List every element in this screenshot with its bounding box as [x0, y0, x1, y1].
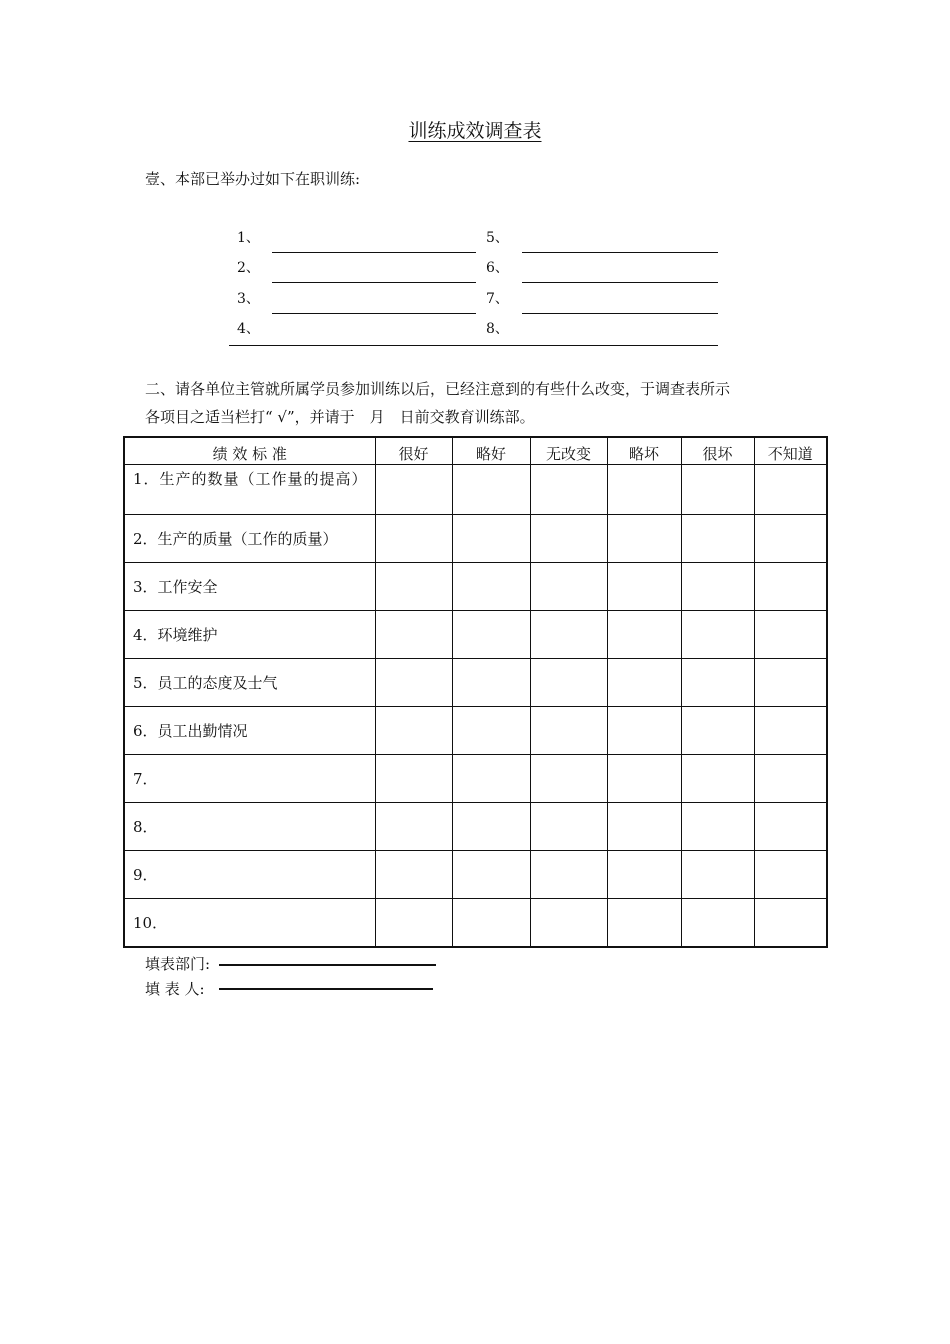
- rating-cell[interactable]: [530, 515, 607, 563]
- rating-cell[interactable]: [452, 899, 530, 948]
- row-criteria-label: 2．生产的质量（工作的质量）: [124, 515, 375, 563]
- table-row: [124, 563, 827, 611]
- row-criteria-label: 4．环境维护: [124, 611, 375, 659]
- row-criteria-label: 6．员工出勤情况: [124, 707, 375, 755]
- rating-cell[interactable]: [754, 707, 827, 755]
- rating-cell[interactable]: [681, 563, 754, 611]
- item-number-8: 8、: [486, 321, 509, 337]
- item-number-2: 2、: [237, 260, 260, 276]
- rating-cell[interactable]: [375, 707, 452, 755]
- table-row: [124, 465, 827, 515]
- row-criteria-label: 8．: [124, 803, 375, 851]
- rating-cell[interactable]: [607, 659, 681, 707]
- rating-cell[interactable]: [375, 659, 452, 707]
- rating-cell[interactable]: [681, 707, 754, 755]
- page-title: 训练成效调查表: [408, 120, 542, 142]
- rating-cell[interactable]: [452, 803, 530, 851]
- rating-cell[interactable]: [681, 659, 754, 707]
- row-criteria-label: 7．: [124, 755, 375, 803]
- rating-cell[interactable]: [754, 755, 827, 803]
- header-very-good: 很好: [375, 437, 452, 465]
- rating-cell[interactable]: [530, 803, 607, 851]
- section2-line1: 二、请各单位主管就所属学员参加训练以后，已经注意到的有些什么改变，于调查表所示: [145, 380, 731, 398]
- item-number-3: 3、: [237, 291, 260, 307]
- rating-cell[interactable]: [681, 465, 754, 515]
- rating-cell[interactable]: [754, 611, 827, 659]
- table-row: [124, 851, 827, 899]
- row-criteria-label: 3．工作安全: [124, 563, 375, 611]
- survey-table: [123, 436, 828, 948]
- header-no-change: 无改变: [530, 437, 607, 465]
- item-blank-2[interactable]: [272, 282, 476, 283]
- rating-cell[interactable]: [754, 465, 827, 515]
- rating-cell[interactable]: [375, 515, 452, 563]
- table-row: [124, 899, 827, 948]
- rating-cell[interactable]: [375, 851, 452, 899]
- rating-cell[interactable]: [530, 755, 607, 803]
- item-number-7: 7、: [486, 291, 509, 307]
- rating-cell[interactable]: [452, 707, 530, 755]
- section2-line2: 各项目之适当栏打“ √”，并请于 月 日前交教育训练部。: [145, 408, 535, 426]
- row-criteria-label: 9．: [124, 851, 375, 899]
- rating-cell[interactable]: [530, 563, 607, 611]
- item-number-5: 5、: [486, 230, 509, 246]
- header-criteria: 绩 效 标 准: [124, 437, 375, 465]
- header-unknown: 不知道: [754, 437, 827, 465]
- rating-cell[interactable]: [452, 465, 530, 515]
- row-criteria-label: 10．: [124, 899, 375, 948]
- rating-cell[interactable]: [375, 803, 452, 851]
- rating-cell[interactable]: [452, 611, 530, 659]
- rating-cell[interactable]: [754, 659, 827, 707]
- item-number-6: 6、: [486, 260, 509, 276]
- rating-cell[interactable]: [530, 851, 607, 899]
- dept-field[interactable]: [219, 964, 436, 966]
- item-blank-3[interactable]: [272, 313, 476, 314]
- rating-cell[interactable]: [754, 515, 827, 563]
- rating-cell[interactable]: [375, 611, 452, 659]
- rating-cell[interactable]: [607, 755, 681, 803]
- person-label: 填 表 人:: [145, 980, 205, 998]
- item-blank-5[interactable]: [522, 252, 718, 253]
- rating-cell[interactable]: [607, 707, 681, 755]
- item-blank-6[interactable]: [522, 282, 718, 283]
- rating-cell[interactable]: [681, 899, 754, 948]
- rating-cell[interactable]: [681, 803, 754, 851]
- rating-cell[interactable]: [607, 563, 681, 611]
- rating-cell[interactable]: [754, 899, 827, 948]
- rating-cell[interactable]: [607, 465, 681, 515]
- rating-cell[interactable]: [452, 755, 530, 803]
- rating-cell[interactable]: [375, 563, 452, 611]
- rating-cell[interactable]: [681, 755, 754, 803]
- rating-cell[interactable]: [375, 755, 452, 803]
- rating-cell[interactable]: [607, 611, 681, 659]
- rating-cell[interactable]: [530, 707, 607, 755]
- header-very-bad: 很坏: [681, 437, 754, 465]
- rating-cell[interactable]: [607, 851, 681, 899]
- table-row: [124, 755, 827, 803]
- item-number-1: 1、: [237, 230, 260, 246]
- rating-cell[interactable]: [681, 611, 754, 659]
- header-slightly-good: 略好: [452, 437, 530, 465]
- rating-cell[interactable]: [375, 899, 452, 948]
- item-number-4: 4、: [237, 321, 260, 337]
- rating-cell[interactable]: [681, 515, 754, 563]
- table-row: [124, 707, 827, 755]
- row-criteria-label: 5．员工的态度及士气: [124, 659, 375, 707]
- rating-cell[interactable]: [530, 611, 607, 659]
- item-blank-7[interactable]: [522, 313, 718, 314]
- rating-cell[interactable]: [452, 563, 530, 611]
- table-row: [124, 803, 827, 851]
- rating-cell[interactable]: [607, 515, 681, 563]
- rating-cell[interactable]: [607, 803, 681, 851]
- rating-cell[interactable]: [607, 899, 681, 948]
- rating-cell[interactable]: [754, 803, 827, 851]
- rating-cell[interactable]: [681, 851, 754, 899]
- person-field[interactable]: [219, 988, 433, 990]
- rating-cell[interactable]: [452, 515, 530, 563]
- row-criteria-label: 1．生产的数量（工作量的提高）: [124, 465, 375, 515]
- table-row: [124, 611, 827, 659]
- table-row: [124, 659, 827, 707]
- table-row: [124, 515, 827, 563]
- item-blank-1[interactable]: [272, 252, 476, 253]
- rating-cell[interactable]: [452, 851, 530, 899]
- rating-cell[interactable]: [452, 659, 530, 707]
- rating-cell[interactable]: [530, 899, 607, 948]
- dept-label: 填表部门:: [145, 955, 211, 973]
- rating-cell[interactable]: [754, 563, 827, 611]
- rating-cell[interactable]: [375, 465, 452, 515]
- table-header-row: [124, 437, 827, 465]
- rating-cell[interactable]: [530, 465, 607, 515]
- rating-cell[interactable]: [754, 851, 827, 899]
- item-blank-4-8[interactable]: [229, 345, 718, 346]
- rating-cell[interactable]: [530, 659, 607, 707]
- header-slightly-bad: 略坏: [607, 437, 681, 465]
- section1-intro: 壹、本部已举办过如下在职训练:: [145, 170, 361, 188]
